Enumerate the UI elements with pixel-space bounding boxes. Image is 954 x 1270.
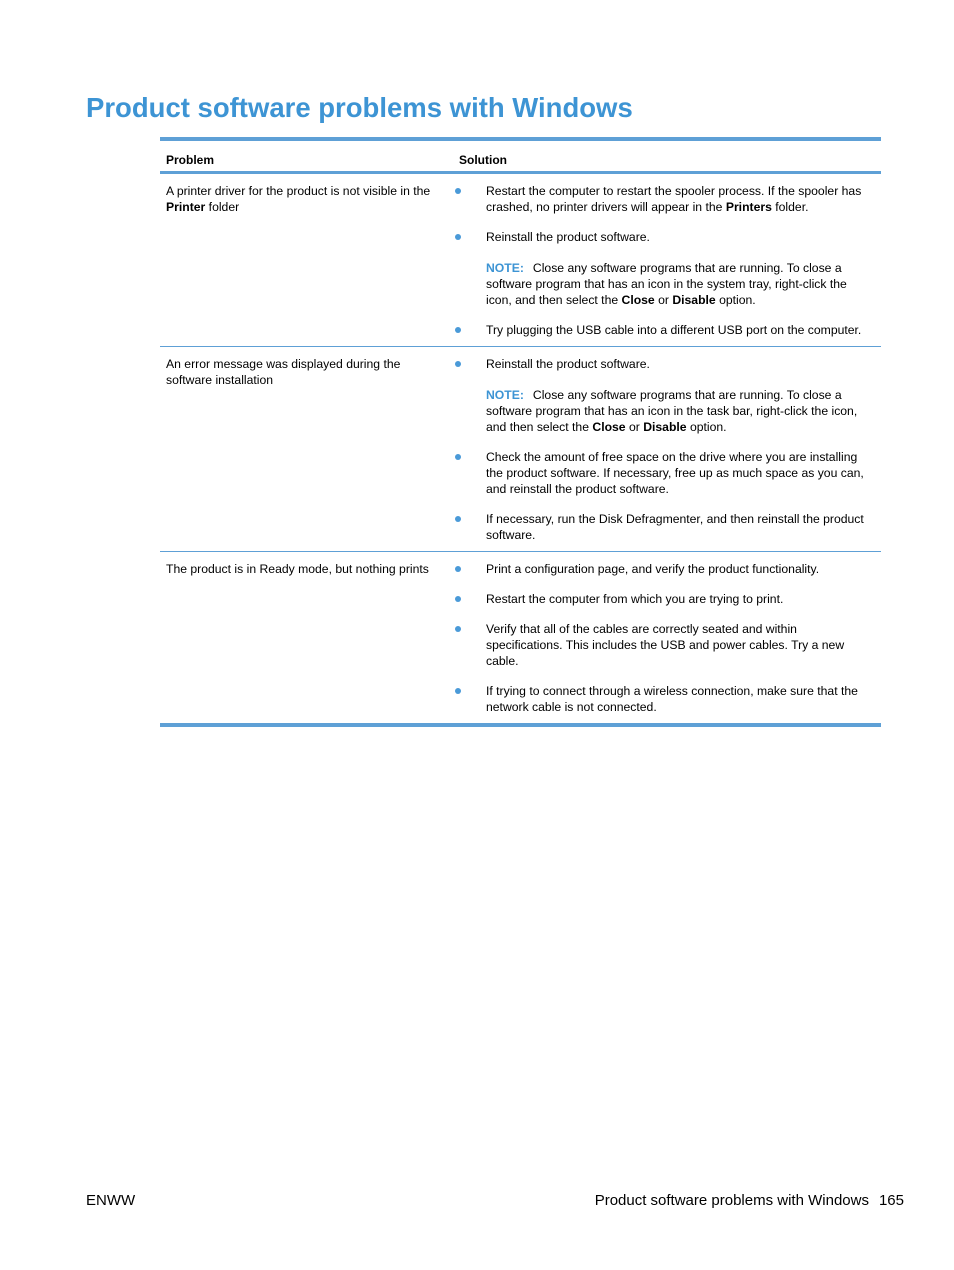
page-title: Product software problems with Windows — [86, 92, 633, 123]
bullet-icon — [455, 327, 461, 333]
problem-text: A printer driver for the product is not visible in the — [166, 184, 431, 198]
bullet-icon — [455, 188, 461, 194]
note-text: Close any software programs that are running. To close a software program that has an icon in the task bar, right-click the icon, and then select the — [486, 388, 858, 434]
bullet-icon — [455, 454, 461, 460]
solution-cell — [452, 347, 881, 551]
footer-left: ENWW — [86, 1192, 136, 1209]
page-number: 165 — [878, 1192, 904, 1209]
solution-item — [452, 561, 881, 577]
solution-item — [452, 511, 881, 543]
bullet-icon — [455, 688, 461, 694]
note-text: option. — [715, 293, 756, 307]
troubleshooting-table — [160, 137, 881, 727]
note-label: NOTE: — [486, 261, 524, 275]
note-bold-disable: Disable — [643, 420, 687, 434]
solution-text: Try plugging the USB cable into a different USB port on the computer. — [486, 323, 862, 337]
bullet-icon — [455, 566, 461, 572]
table-row — [160, 174, 881, 347]
problem-cell — [160, 174, 452, 346]
footer-right — [595, 1191, 904, 1211]
solution-bold-text: Printers — [725, 200, 772, 214]
solution-item — [452, 449, 881, 497]
table-header — [160, 141, 881, 171]
header-problem: Problem — [166, 153, 215, 167]
note-bold-disable: Disable — [672, 293, 716, 307]
solution-text: If necessary, run the Disk Defragmenter, and then reinstall the product software. — [486, 512, 864, 542]
problem-text: folder — [205, 200, 240, 214]
solution-item — [452, 229, 881, 245]
bullet-icon — [455, 234, 461, 240]
footer-section: Product software problems with Windows — [594, 1192, 869, 1209]
solution-text: Reinstall the product software. — [486, 230, 650, 244]
bullet-icon — [455, 361, 461, 367]
problem-cell: The product is in Ready mode, but nothing prints — [166, 562, 429, 576]
problem-bold-text: Printer — [166, 200, 206, 214]
note-text: Close any software programs that are running. To close a software program that has an icon in the system tray, right-click the icon, and then select the — [486, 261, 847, 307]
table-row — [160, 552, 881, 723]
solution-text: Check the amount of free space on the drive where you are installing the product software. If necessary, free up as much space as you can, and reinstall the product software. — [486, 450, 864, 496]
solution-item — [452, 621, 881, 669]
note-text: option. — [686, 420, 727, 434]
solution-text: Print a configuration page, and verify the product functionality. — [486, 562, 820, 576]
solution-text: Reinstall the product software. — [486, 357, 650, 371]
table-row — [160, 347, 881, 552]
note-block — [452, 387, 881, 435]
solution-item — [452, 322, 881, 338]
solution-cell — [452, 552, 881, 723]
header-solution: Solution — [459, 153, 507, 167]
note-bold-close: Close — [592, 420, 626, 434]
solution-text: If trying to connect through a wireless connection, make sure that the network cable is not connected. — [486, 684, 858, 714]
solution-text: folder. — [771, 200, 809, 214]
solution-item — [452, 356, 881, 372]
note-block — [452, 260, 881, 308]
problem-cell: An error message was displayed during the software installation — [166, 357, 401, 387]
solution-cell — [452, 174, 881, 346]
bullet-icon — [455, 596, 461, 602]
note-text: or — [654, 293, 673, 307]
table-bottom-rule — [160, 723, 881, 727]
note-bold-close: Close — [621, 293, 655, 307]
solution-text: Restart the computer from which you are trying to print. — [486, 592, 784, 606]
note-text: or — [625, 420, 644, 434]
solution-item — [452, 683, 881, 715]
note-label: NOTE: — [486, 388, 524, 402]
solution-item — [452, 183, 881, 215]
bullet-icon — [455, 626, 461, 632]
solution-text: Restart the computer to restart the spooler process. If the spooler has crashed, no printer drivers will appear in the — [486, 184, 862, 214]
solution-item — [452, 591, 881, 607]
solution-text: Verify that all of the cables are correctly seated and within specifications. This includes the USB and power cables. Try a new cable. — [486, 622, 845, 668]
bullet-icon — [455, 516, 461, 522]
